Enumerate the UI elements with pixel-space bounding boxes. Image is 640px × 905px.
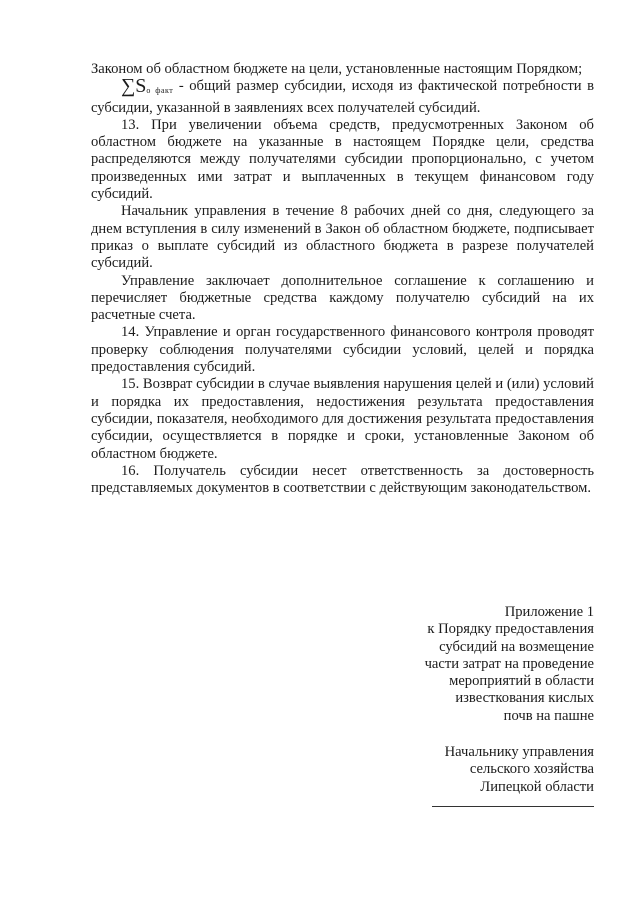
sum-description: - общий размер субсидии, исходя из фактической потребности в субсидии, указанной в заявлениях всех получателей субсидий. [91, 78, 594, 116]
paragraph-15: 15. Возврат субсидии в случае выявления нарушения целей и (или) условий и порядка их предоставления, недостижения результата предоставления субсидии, показателя, необходимого для достижения результата предоставления субсидии, осуществляется в порядке и сроки, установленные Законом об областном бюджете. [91, 376, 594, 462]
sum-subscript: о факт [146, 86, 174, 96]
signature-line [432, 806, 594, 807]
paragraph-13-order: Начальник управления в течение 8 рабочих дней со дня, следующего за днем вступления в силу изменений в Закон об областном бюджете, подписывает приказ о выплате субсидий из областного бюджета в разрезе получателей субсидий. [91, 203, 594, 272]
appendix-line: мероприятий в области [449, 673, 594, 690]
appendix-title: Приложение 1 [504, 604, 594, 620]
paragraph-13: 13. При увеличении объема средств, предусмотренных Законом об областном бюджете на указанные в настоящем Порядке цели, средства распределяются между получателями субсидии пропорционально, с учетом произведенных ими затрат и выплаченных в текущем финансовом году субсидий. [91, 116, 594, 203]
paragraph-intro: Законом об областном бюджете на цели, установленные настоящим Порядком; [91, 61, 583, 77]
paragraph-13-agreement: Управление заключает дополнительное соглашение к соглашению и перечисляет бюджетные средства каждому получателю субсидий на их расчетные счета. [91, 272, 594, 324]
appendix-line: известкования кислых [455, 690, 594, 707]
recipient-line: Начальнику управления [444, 744, 594, 760]
appendix-line: субсидий на возмещение [439, 638, 594, 655]
sum-symbol: ∑S [121, 75, 147, 98]
recipient-line: сельского хозяйства [469, 761, 594, 778]
recipient-line: Липецкой области [480, 778, 594, 795]
formula-definition [91, 75, 594, 117]
appendix-line: к Порядку предоставления [427, 621, 594, 638]
appendix-header [334, 604, 594, 725]
appendix-line: части затрат на проведение [424, 655, 594, 672]
paragraph-16: 16. Получатель субсидии несет ответственность за достоверность представляемых документов в соответствии с действующим законодательством. [91, 462, 594, 497]
recipient-block [334, 744, 594, 796]
document-body [91, 61, 594, 497]
appendix-line: почв на пашне [503, 707, 594, 724]
paragraph-14: 14. Управление и орган государственного финансового контроля проводят проверку соблюдения получателями субсидии условий, целей и порядка предоставления субсидий. [91, 324, 594, 376]
